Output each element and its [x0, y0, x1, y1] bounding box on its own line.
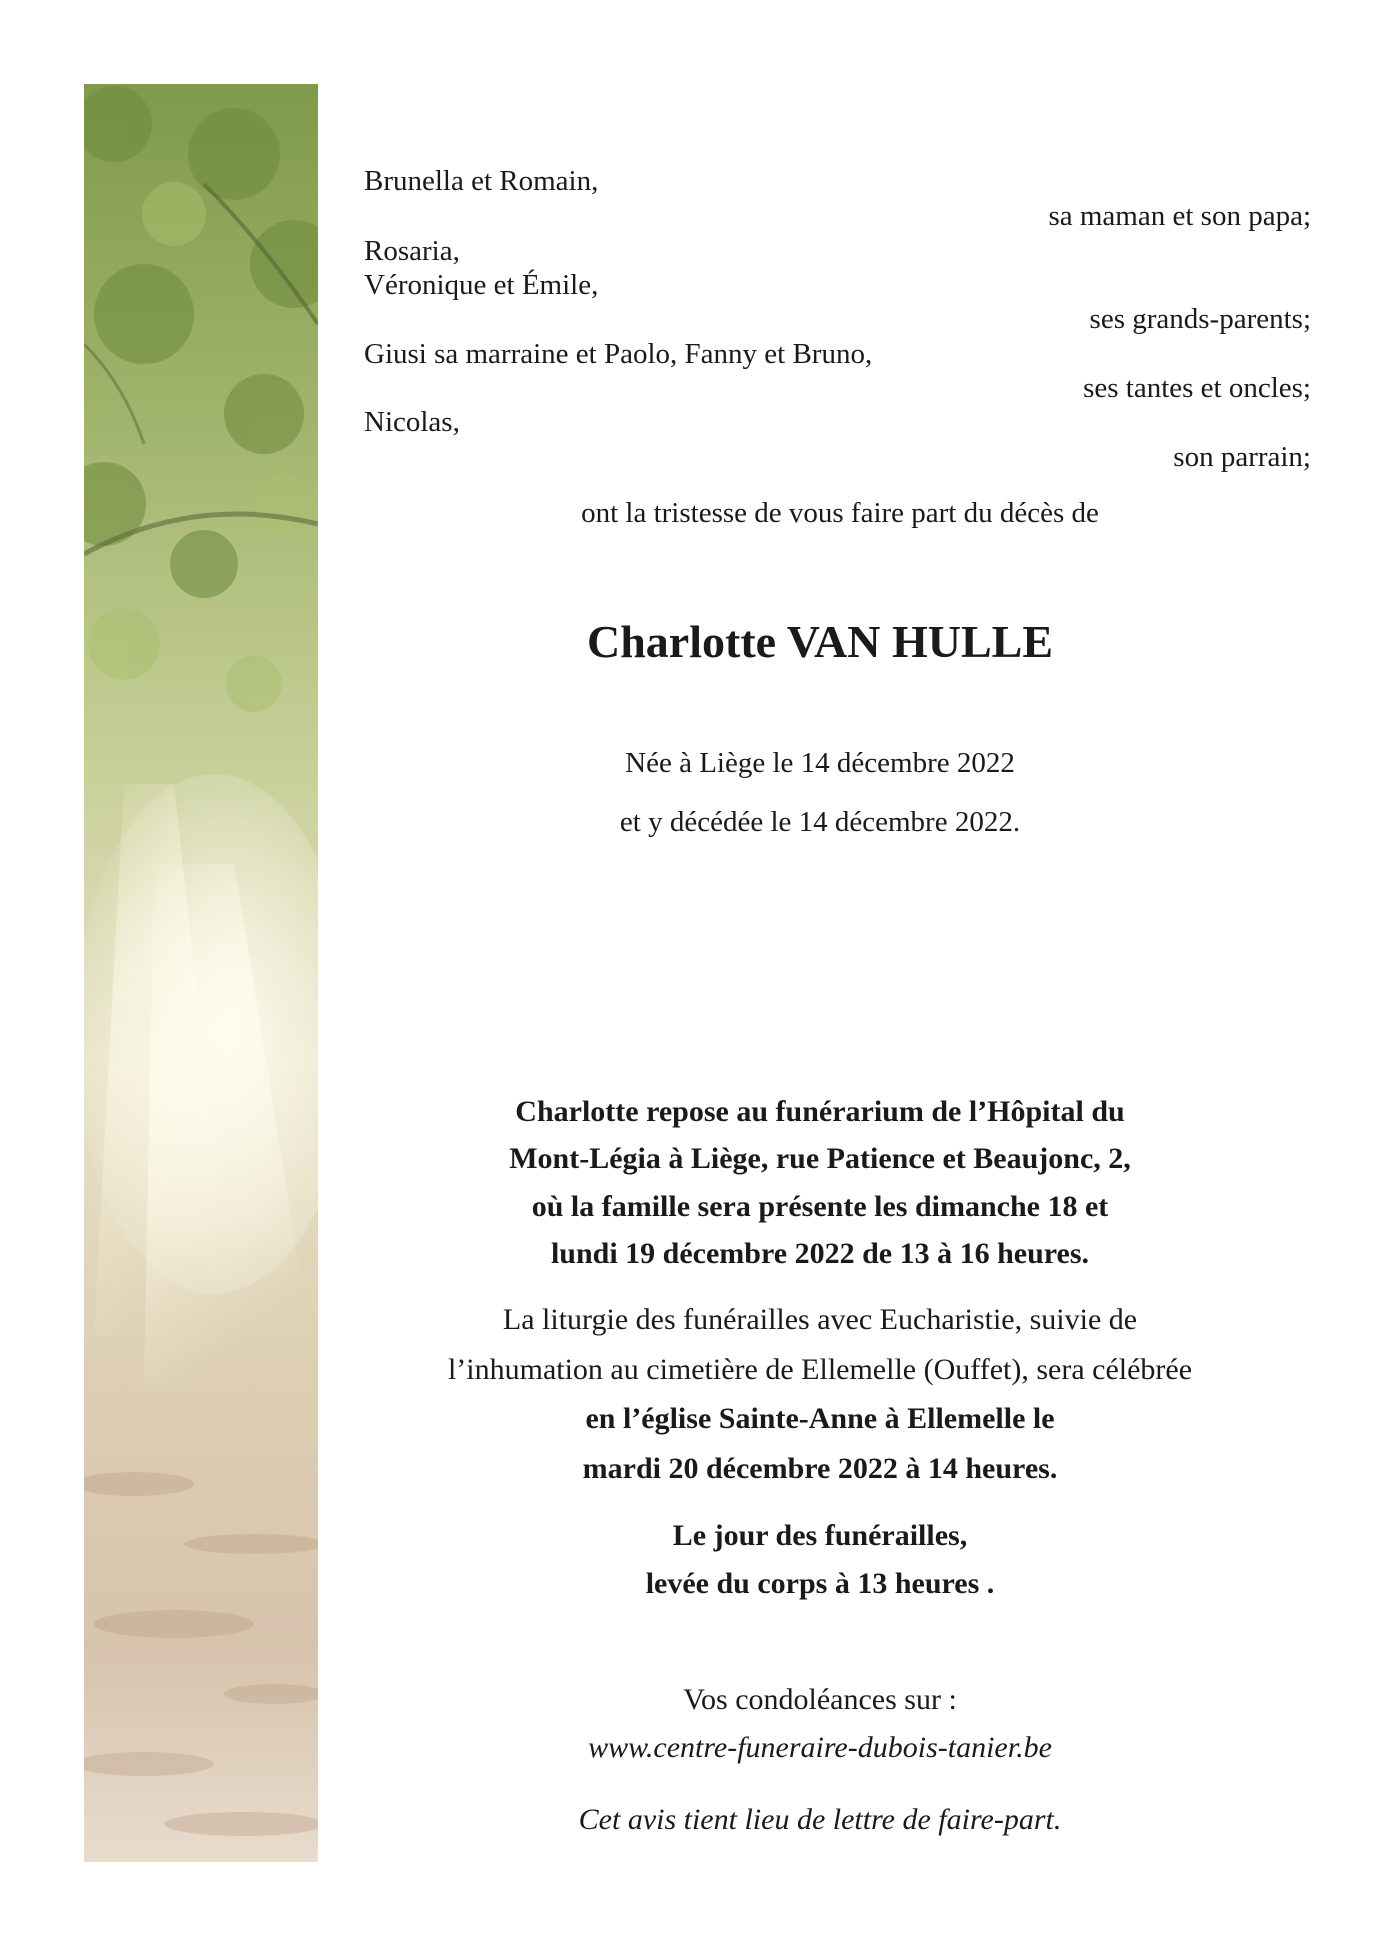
liturgy-line-4: mardi 20 décembre 2022 à 14 heures. — [582, 1452, 1058, 1485]
condolences-website[interactable]: www.centre-funeraire-dubois-tanier.be — [588, 1731, 1052, 1764]
deceased-name: Charlotte VAN HULLE — [587, 616, 1053, 667]
parents-names: Brunella et Romain, — [364, 165, 599, 197]
liturgy-line-2: l’inhumation au cimetière de Ellemelle (Ouffet), sera célébrée — [447, 1353, 1193, 1386]
closing-note: Cet avis tient lieu de lettre de faire-part. — [578, 1803, 1062, 1836]
parents-role: sa maman et son papa; — [1048, 200, 1311, 232]
liturgy-line-3: en l’église Sainte-Anne à Ellemelle le — [585, 1402, 1055, 1435]
visitation-line-3: où la famille sera présente les dimanche 18 et — [531, 1190, 1109, 1223]
godfather-role: son parrain; — [1173, 441, 1311, 473]
godfather-name: Nicolas, — [364, 406, 460, 438]
death-line: et y décédée le 14 décembre 2022. — [619, 806, 1021, 838]
visitation-line-2: Mont-Légia à Liège, rue Patience et Beaujonc, 2, — [509, 1142, 1131, 1175]
visitation-line-4: lundi 19 décembre 2022 de 13 à 16 heures. — [550, 1237, 1090, 1270]
condolences-label: Vos condoléances sur : — [683, 1683, 957, 1716]
liturgy-line-1: La liturgie des funérailles avec Eucharistie, suivie de — [502, 1303, 1138, 1336]
funeral-day-line-2: levée du corps à 13 heures . — [645, 1567, 995, 1600]
announcement-text: ont la tristesse de vous faire part du décès de — [581, 497, 1099, 529]
visitation-line-1: Charlotte repose au funérarium de l’Hôpital du — [515, 1095, 1125, 1128]
grandparent-2: Véronique et Émile, — [364, 269, 599, 301]
aunts-uncles-names: Giusi sa marraine et Paolo, Fanny et Bruno, — [364, 338, 873, 370]
forest-path-photo — [84, 84, 318, 1862]
grandparents-role: ses grands-parents; — [1089, 303, 1311, 335]
funeral-day-line-1: Le jour des funérailles, — [672, 1519, 968, 1552]
forest-path-illustration — [84, 84, 318, 1862]
birth-line: Née à Liège le 14 décembre 2022 — [625, 747, 1015, 779]
grandparent-1: Rosaria, — [364, 235, 460, 267]
aunts-uncles-role: ses tantes et oncles; — [1083, 372, 1311, 404]
